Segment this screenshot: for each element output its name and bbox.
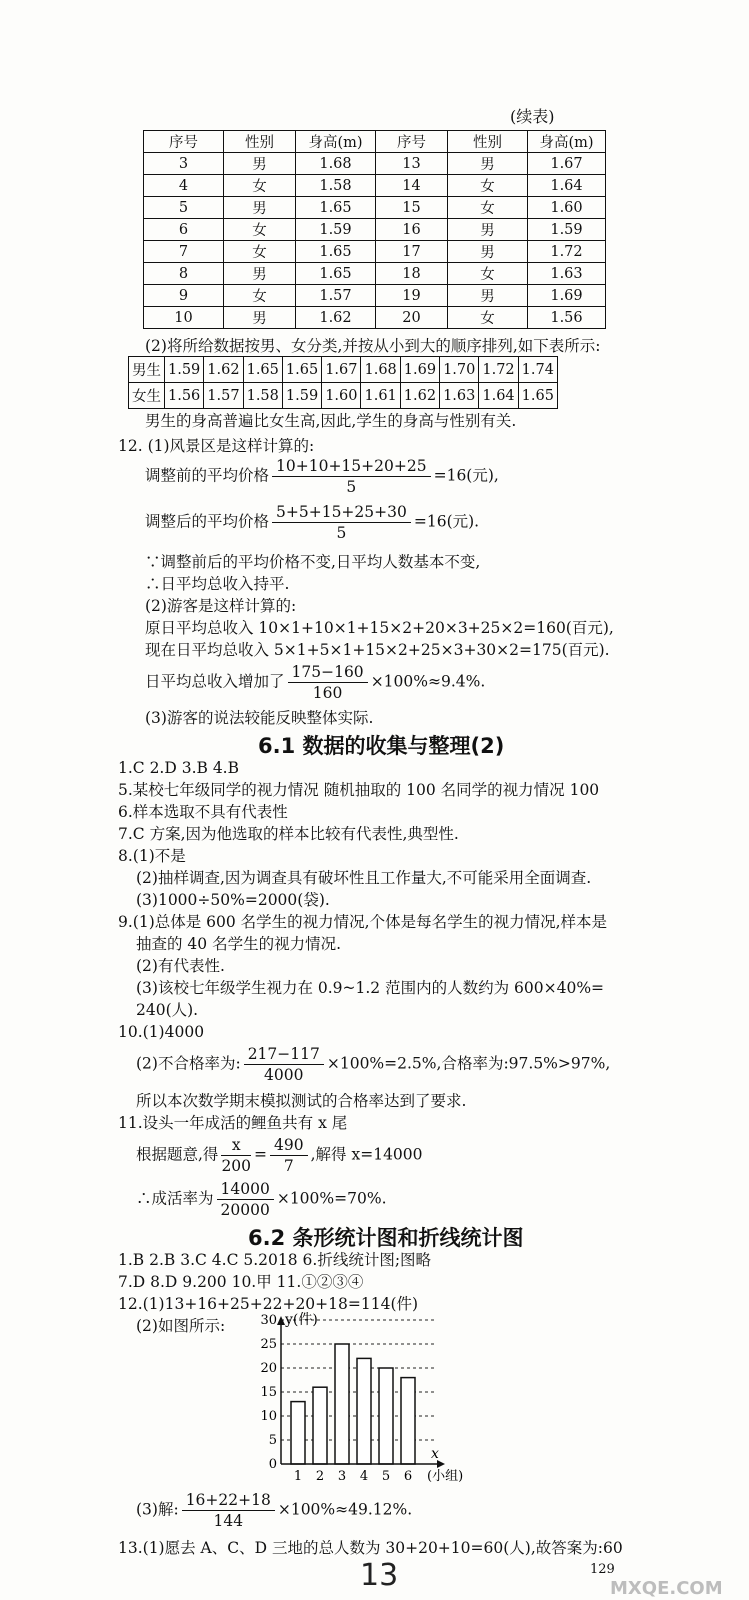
text-line: (3)该校七年级学生视力在 0.9~1.2 范围内的人数约为 600×40%= [136,979,605,997]
table-cell: 女 [224,175,296,197]
formula-fail-rate [136,1044,610,1085]
table-cell: 19 [376,285,448,307]
text-line: ∵调整前后的平均价格不变,日平均人数基本不变, [145,553,481,571]
formula-label: (2)不合格率为: [136,1054,241,1073]
formula-result: ×100%≈9.4%. [370,672,486,691]
table-cell: 1.57 [296,285,376,307]
x-tick-label: 4 [359,1469,369,1484]
table-cell: 女 [448,175,528,197]
fraction [244,1044,324,1085]
table-row [144,197,606,219]
formula-label: (3)解: [136,1500,179,1519]
formula-label: ∴成活率为 [136,1189,214,1208]
text-line: (2)游客是这样计算的: [145,597,297,615]
denominator: 4000 [264,1066,304,1084]
denominator: 5 [336,524,347,542]
bar-chart [245,1312,505,1487]
table-row [144,263,606,285]
table-cell: 1.70 [440,357,479,383]
header-cell: 序号 [144,131,224,153]
x-axis-label: x [431,1446,439,1462]
text-line: 5.某校七年级同学的视力情况 随机抽取的 100 名同学的视力情况 100 [118,781,600,799]
table-cell: 1.61 [361,383,400,409]
table-cell: 1.65 [243,357,282,383]
text-line: 10.(1)4000 [118,1023,205,1041]
table-header-row [144,131,606,153]
table-row [129,383,558,409]
bar [379,1368,393,1464]
table-cell: 15 [376,197,448,219]
formula-label: 日平均总收入增加了 [145,672,285,691]
numerator: 10+10+15+20+25 [272,456,431,477]
fraction [217,1179,274,1220]
section-heading-6-1: 6.1 数据的收集与整理(2) [258,734,505,758]
text-line: 13.(1)愿去 A、C、D 三地的总人数为 30+20+10=60(人),故答案为:60 [118,1539,623,1557]
formula-result: ×100%≈49.12%. [277,1500,413,1519]
fraction [272,502,411,543]
table-cell: 1.59 [528,219,606,241]
table-cell: 18 [376,263,448,285]
text-line: 7.C 方案,因为他选取的样本比较有代表性,典型性. [118,825,459,843]
table-cell: 男 [448,219,528,241]
table-cell: 1.74 [518,357,557,383]
row-label: 女生 [129,383,165,409]
table-cell: 8 [144,263,224,285]
table-cell: 7 [144,241,224,263]
table-cell: 1.64 [479,383,518,409]
bar [291,1402,305,1464]
equals-sign: = [254,1145,268,1164]
table-cell: 1.69 [400,357,439,383]
table-cell: 1.65 [282,357,321,383]
table-cell: 男 [224,307,296,329]
text-line: 1.C 2.D 3.B 4.B [118,759,240,777]
text-line: 原日平均总收入 10×1+10×1+15×2+20×3+25×2=160(百元), [145,619,614,637]
header-cell: 身高(m) [528,131,606,153]
table-cell: 女 [224,219,296,241]
table-cell: 1.67 [528,153,606,175]
table-cell: 女 [448,307,528,329]
formula-result: ×100%=70%. [276,1189,387,1208]
x-axis-unit: (小组) [427,1469,464,1484]
table-cell: 男 [224,153,296,175]
formula-percentage [136,1490,412,1531]
text-line: 8.(1)不是 [118,847,186,865]
table-cell: 1.56 [528,307,606,329]
formula-increase [145,662,485,703]
table-row [144,285,606,307]
text-line: (3)1000÷50%=2000(袋). [136,891,330,909]
section-heading-6-2: 6.2 条形统计图和折线统计图 [248,1226,524,1250]
table-cell: 男 [448,153,528,175]
row-label: 男生 [129,357,165,383]
header-cell: 序号 [376,131,448,153]
x-tick-label: 5 [381,1469,391,1484]
x-tick-label: 2 [315,1469,325,1484]
height-table [143,130,606,329]
denominator: 7 [283,1157,294,1175]
table-cell: 1.62 [204,357,243,383]
table-cell: 女 [448,263,528,285]
table-cell: 男 [448,241,528,263]
table-cell: 1.64 [528,175,606,197]
table-cell: 1.56 [165,383,204,409]
fraction [272,456,431,497]
table-cell: 1.60 [528,197,606,219]
table-cell: 1.59 [165,357,204,383]
table-row [144,241,606,263]
table-cell: 1.57 [204,383,243,409]
table-cell: 1.63 [528,263,606,285]
text-line: 12.(1)13+16+25+22+20+18=114(件) [118,1295,419,1313]
continued-label: (续表) [510,107,555,126]
y-tick-label: 30 [260,1313,277,1328]
table-cell: 4 [144,175,224,197]
table-cell: 女 [224,285,296,307]
fraction [270,1135,308,1176]
numerator: 175−160 [288,662,368,683]
numerator: x [221,1135,251,1156]
text-line: 11.设头一年成活的鲤鱼共有 x 尾 [118,1114,348,1132]
table-cell: 男 [224,197,296,219]
table-cell: 14 [376,175,448,197]
bar [357,1358,371,1464]
denominator: 144 [213,1512,244,1530]
table-cell: 1.72 [528,241,606,263]
fraction [221,1135,251,1176]
page-number: 129 [590,1562,615,1577]
formula-survival-rate [136,1179,387,1220]
formula-after [145,502,479,543]
formula-result: =16(元), [433,466,499,485]
y-axis-label: y(件) [285,1312,318,1328]
text-line: 抽查的 40 名学生的视力情况. [136,935,342,953]
table-cell: 1.65 [518,383,557,409]
header-cell: 身高(m) [296,131,376,153]
bar [401,1378,415,1464]
bar [335,1344,349,1464]
table-row [144,219,606,241]
table-cell: 6 [144,219,224,241]
watermark: MXQE.COM [610,1578,723,1599]
formula-label: 调整前的平均价格 [145,466,270,485]
table-cell: 9 [144,285,224,307]
table-cell: 1.72 [479,357,518,383]
table-cell: 1.67 [322,357,361,383]
formula-result: =16(元). [413,512,480,531]
text-line: 1.B 2.B 3.C 4.C 5.2018 6.折线统计图;图略 [118,1251,432,1269]
x-tick-label: 6 [403,1469,413,1484]
text-line: 现在日平均总收入 5×1+5×1+15×2+25×3+30×2=175(百元). [145,641,610,659]
text-line: 男生的身高普遍比女生高,因此,学生的身高与性别有关. [145,412,517,430]
text-line: (2)有代表性. [136,957,225,975]
table-cell: 女 [224,241,296,263]
formula-label: 根据题意,得 [136,1145,219,1164]
y-tick-label: 10 [260,1409,277,1424]
formula-before [145,456,499,497]
table-cell: 1.60 [322,383,361,409]
y-tick-label: 25 [260,1337,277,1352]
x-tick-label: 3 [337,1469,347,1484]
fraction [182,1490,275,1531]
numerator: 5+5+15+25+30 [272,502,411,523]
table-cell: 13 [376,153,448,175]
denominator: 20000 [220,1201,270,1219]
question-12: 12. (1)风景区是这样计算的: [118,437,315,455]
table-row [144,175,606,197]
table-cell: 1.58 [243,383,282,409]
table-cell: 男 [448,285,528,307]
numerator: 14000 [217,1179,274,1200]
table-cell: 1.58 [296,175,376,197]
y-tick-label: 15 [260,1385,277,1400]
numerator: 217−117 [244,1044,324,1065]
formula-fish [136,1135,423,1176]
table-cell: 10 [144,307,224,329]
table-cell: 1.59 [282,383,321,409]
denominator: 5 [346,478,357,496]
numerator: 490 [270,1135,308,1156]
x-tick-label: 1 [293,1469,303,1484]
table-cell: 5 [144,197,224,219]
table2-intro: (2)将所给数据按男、女分类,并按从小到大的顺序排列,如下表所示: [145,337,601,355]
sorted-height-table [128,356,558,409]
table-cell: 1.65 [296,197,376,219]
text-line: 240(人). [136,1001,199,1019]
fraction [288,662,368,703]
text-line: (3)游客的说法较能反映整体实际. [145,709,374,727]
table-cell: 20 [376,307,448,329]
numerator: 16+22+18 [182,1490,275,1511]
bar [313,1387,327,1464]
table-cell: 1.68 [361,357,400,383]
handwritten-page-mark: 13 [360,1558,399,1593]
table-row [129,357,558,383]
table-row [144,307,606,329]
table-row [144,153,606,175]
table-cell: 1.59 [296,219,376,241]
table-cell: 男 [224,263,296,285]
table-cell: 16 [376,219,448,241]
text-line: 9.(1)总体是 600 名学生的视力情况,个体是每名学生的视力情况,样本是 [118,913,608,931]
text-line: (2)如图所示: [136,1317,226,1335]
y-tick-label: 5 [268,1433,277,1448]
denominator: 160 [312,684,343,702]
y-tick-label: 20 [260,1361,277,1376]
table-cell: 1.65 [296,241,376,263]
table-cell: 1.62 [296,307,376,329]
table-cell: 1.69 [528,285,606,307]
header-cell: 性别 [224,131,296,153]
y-tick-label: 0 [268,1457,277,1472]
text-line: ∴日平均总收入持平. [145,575,290,593]
text-line: 6.样本选取不具有代表性 [118,803,288,821]
table-cell: 1.65 [296,263,376,285]
table-cell: 17 [376,241,448,263]
formula-label: 调整后的平均价格 [145,512,270,531]
table-cell: 3 [144,153,224,175]
text-line: (2)抽样调查,因为调查具有破坏性且工作量大,不可能采用全面调查. [136,869,592,887]
table-cell: 1.68 [296,153,376,175]
header-cell: 性别 [448,131,528,153]
formula-result: ,解得 x=14000 [310,1145,423,1164]
text-line: 所以本次数学期末模拟测试的合格率达到了要求. [136,1092,467,1110]
table-cell: 1.62 [400,383,439,409]
text-line: 7.D 8.D 9.200 10.甲 11.①②③④ [118,1273,364,1291]
table-cell: 1.63 [440,383,479,409]
table-cell: 女 [448,197,528,219]
denominator: 200 [221,1157,252,1175]
formula-result: ×100%=2.5%,合格率为:97.5%>97%, [326,1054,611,1073]
